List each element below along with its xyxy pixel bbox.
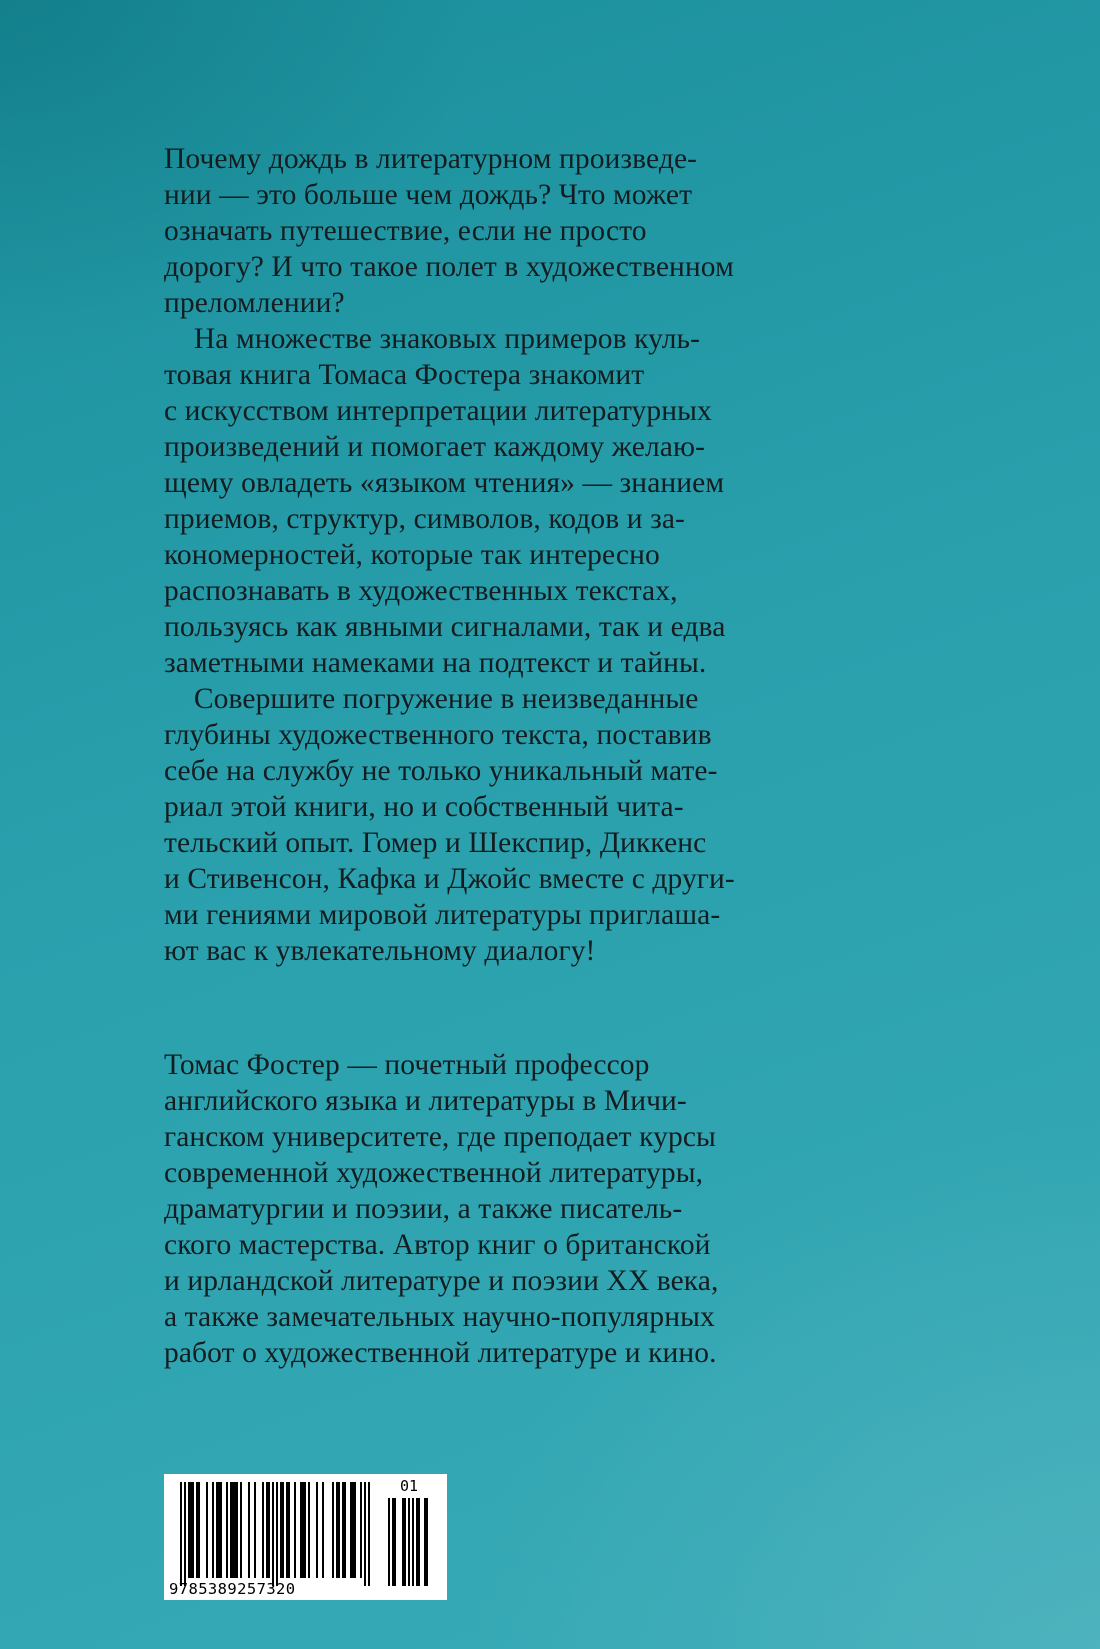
barcode-bar xyxy=(360,1482,362,1578)
annotation-line: заметными намеками на подтекст и тайны. xyxy=(164,647,707,679)
barcode-bar xyxy=(354,1482,356,1578)
barcode-bar xyxy=(336,1482,338,1578)
barcode-bar xyxy=(294,1482,296,1578)
barcode-bar xyxy=(364,1482,366,1586)
barcode-bar xyxy=(254,1482,256,1578)
author-bio-line: Томас Фостер — почетный профессор xyxy=(164,1049,650,1081)
book-annotation xyxy=(164,141,824,969)
annotation-line: преломлении? xyxy=(164,287,345,319)
barcode-bar xyxy=(180,1482,182,1586)
barcode-bar xyxy=(248,1482,250,1578)
annotation-line: Почему дождь в литературном произведе- xyxy=(164,143,698,175)
author-bio-line: драматургии и поэзии, а также писатель- xyxy=(164,1193,683,1225)
annotation-line: кономерностей, которые так интересно xyxy=(164,539,660,571)
barcode-bar xyxy=(350,1482,352,1578)
barcode-bar xyxy=(302,1482,304,1578)
barcode-addon-bar xyxy=(394,1498,396,1586)
barcode-bar xyxy=(282,1482,284,1578)
barcode-bar xyxy=(198,1482,200,1578)
barcode-bar xyxy=(196,1482,198,1578)
barcode-addon-number: 01 xyxy=(400,1477,419,1495)
barcode-bar xyxy=(212,1482,214,1578)
barcode-bar xyxy=(236,1482,238,1578)
annotation-line: с искусством интерпретации литературных xyxy=(164,395,712,427)
barcode-addon-bar xyxy=(402,1498,404,1586)
annotation-line: На множестве знаковых примеров куль- xyxy=(164,323,701,355)
barcode-bar xyxy=(206,1482,208,1578)
barcode-bar xyxy=(192,1482,194,1578)
barcode-addon-bar xyxy=(404,1498,406,1586)
barcode-addon-bar xyxy=(388,1498,390,1586)
barcode-bar xyxy=(184,1482,186,1586)
barcode-bar xyxy=(316,1482,318,1578)
barcode-bar xyxy=(272,1482,274,1586)
barcode-bar xyxy=(352,1482,354,1578)
annotation-line: нии — это больше чем дождь? Что может xyxy=(164,179,693,211)
barcode-bar xyxy=(266,1482,268,1578)
annotation-line: произведений и помогает каждому желаю- xyxy=(164,431,706,463)
barcode-addon-bar xyxy=(418,1498,420,1586)
barcode-bar xyxy=(276,1482,278,1586)
barcode-addon-bar xyxy=(408,1498,410,1586)
annotation-line: себе на службу не только уникальный мате- xyxy=(164,755,718,787)
annotation-line: ют вас к увлекательному диалогу! xyxy=(164,935,596,967)
barcode-addon-bar xyxy=(416,1498,418,1586)
barcode-bar xyxy=(190,1482,192,1578)
author-bio-line: современной художественной литературы, xyxy=(164,1157,704,1189)
annotation-line: товая книга Томаса Фостера знакомит xyxy=(164,359,645,391)
barcode-bar xyxy=(308,1482,310,1578)
barcode-bar xyxy=(220,1482,222,1578)
annotation-line: Совершите погружение в неизведанные xyxy=(164,683,699,715)
annotation-line: пользуясь как явными сигналами, так и едва xyxy=(164,611,726,643)
barcode-bar xyxy=(226,1482,228,1578)
annotation-line: глубины художественного текста, поставив xyxy=(164,719,712,751)
isbn-number: 9785389257320 xyxy=(169,1580,296,1598)
isbn-barcode xyxy=(164,1474,447,1600)
annotation-line: ми гениями мировой литературы приглаша- xyxy=(164,899,721,931)
annotation-line: означать путешествие, если не просто xyxy=(164,215,647,247)
barcode-addon-bar xyxy=(392,1498,394,1586)
barcode-bar xyxy=(286,1482,288,1578)
annotation-line: щему овладеть «языком чтения» — знанием xyxy=(164,467,725,499)
barcode-addon-bar xyxy=(426,1498,428,1586)
author-bio-line: ганском университете, где преподает курсы xyxy=(164,1121,716,1153)
barcode-bar xyxy=(332,1482,334,1578)
barcode-bar xyxy=(188,1482,190,1578)
barcode-bar xyxy=(230,1482,232,1578)
barcode-bar xyxy=(234,1482,236,1578)
barcode-bar xyxy=(338,1482,340,1578)
annotation-line: дорогу? И что такое полет в художественном xyxy=(164,251,734,283)
barcode-bar xyxy=(280,1482,282,1578)
barcode-bar xyxy=(268,1482,270,1578)
annotation-line: и Стивенсон, Кафка и Джойс вместе с други- xyxy=(164,863,735,895)
barcode-bar xyxy=(262,1482,264,1578)
barcode-bar xyxy=(232,1482,234,1578)
barcode-bar xyxy=(216,1482,218,1578)
author-bio-line: английского языка и литературы в Мичи- xyxy=(164,1085,687,1117)
author-bio-line: ского мастерства. Автор книг о британской xyxy=(164,1229,711,1261)
author-bio-line: и ирландской литературе и поэзии XX века, xyxy=(164,1265,719,1297)
annotation-line: распознавать в художественных текстах, xyxy=(164,575,678,607)
barcode-bar xyxy=(304,1482,306,1578)
annotation-line: приемов, структур, символов, кодов и за- xyxy=(164,503,685,535)
barcode-bar xyxy=(300,1482,302,1578)
barcode-bar xyxy=(368,1482,370,1586)
annotation-line: риал этой книги, но и собственный чита- xyxy=(164,791,684,823)
barcode-bar xyxy=(342,1482,344,1578)
barcode-addon-bar xyxy=(424,1498,426,1586)
barcode-bar xyxy=(240,1482,242,1578)
author-bio xyxy=(164,1047,824,1371)
barcode-bar xyxy=(288,1482,290,1578)
barcode-bar xyxy=(344,1482,346,1578)
barcode-bar xyxy=(322,1482,324,1578)
barcode-bar xyxy=(218,1482,220,1578)
author-bio-line: работ о художественной литературе и кино. xyxy=(164,1337,717,1369)
annotation-line: тельский опыт. Гомер и Шекспир, Диккенс xyxy=(164,827,707,859)
barcode-addon-bar xyxy=(412,1498,414,1586)
author-bio-line: а также замечательных научно-популярных xyxy=(164,1301,715,1333)
